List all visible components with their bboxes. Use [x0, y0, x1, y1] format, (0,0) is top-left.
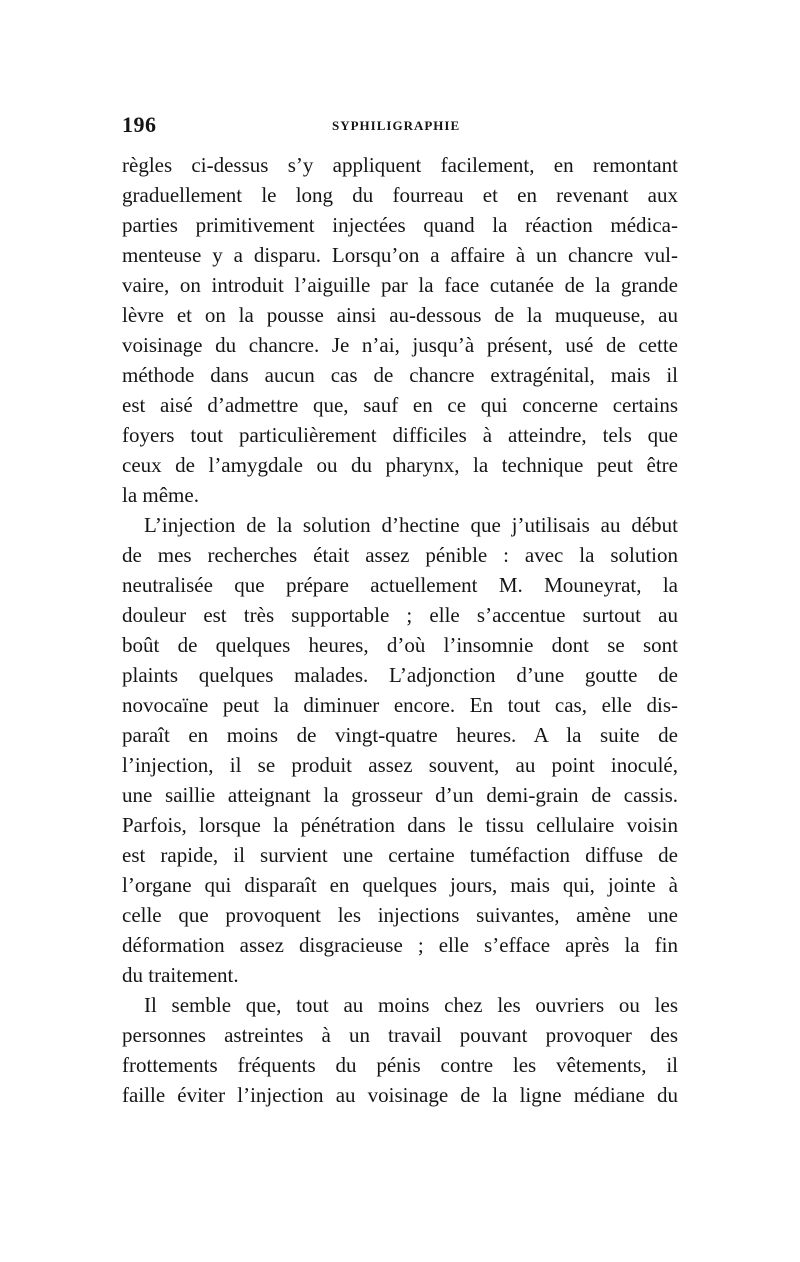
text-line: frottements fréquents du pénis contre les vêtements, il: [122, 1053, 678, 1077]
text-line: l’organe qui disparaît en quelques jours, mais qui, jointe à: [122, 873, 678, 897]
text-line: boût de quelques heures, d’où l’insomnie dont se sont: [122, 633, 678, 657]
running-head: [122, 112, 678, 142]
text-line: neutralisée que prépare actuellement M. Mouneyrat, la: [122, 573, 678, 597]
text-line: menteuse y a disparu. Lorsqu’on a affaire à un chancre vul-: [122, 243, 678, 267]
text-line: est rapide, il survient une certaine tuméfaction diffuse de: [122, 843, 678, 867]
text-line: graduellement le long du fourreau et en revenant aux: [122, 183, 678, 207]
text-line: paraît en moins de vingt-quatre heures. A la suite de: [122, 723, 678, 747]
text-line: est aisé d’admettre que, sauf en ce qui concerne certains: [122, 393, 678, 417]
text-line: celle que provoquent les injections suivantes, amène une: [122, 903, 678, 927]
text-line: plaints quelques malades. L’adjonction d’une goutte de: [122, 663, 678, 687]
text-line: du traitement.: [122, 963, 239, 987]
text-line: voisinage du chancre. Je n’ai, jusqu’à présent, usé de cette: [122, 333, 678, 357]
text-line: personnes astreintes à un travail pouvant provoquer des: [122, 1023, 678, 1047]
text-line: de mes recherches était assez pénible : avec la solution: [122, 543, 678, 567]
text-line: vaire, on introduit l’aiguille par la face cutanée de la grande: [122, 273, 678, 297]
running-title: SYPHILIGRAPHIE: [332, 118, 461, 133]
body-text: [122, 150, 678, 1110]
text-line: foyers tout particulièrement difficiles à atteindre, tels que: [122, 423, 678, 447]
text-line: la même.: [122, 483, 199, 507]
paragraph-start-line: L’injection de la solution d’hectine que j’utilisais au début: [144, 513, 678, 537]
text-line: novocaïne peut la diminuer encore. En tout cas, elle dis-: [122, 693, 678, 717]
text-line: faille éviter l’injection au voisinage de la ligne médiane du: [122, 1083, 678, 1107]
text-line: méthode dans aucun cas de chancre extragénital, mais il: [122, 363, 678, 387]
text-line: parties primitivement injectées quand la réaction médica-: [122, 213, 678, 237]
text-line: lèvre et on la pousse ainsi au-dessous de la muqueuse, au: [122, 303, 678, 327]
text-line: une saillie atteignant la grosseur d’un demi-grain de cassis.: [122, 783, 678, 807]
text-line: Parfois, lorsque la pénétration dans le tissu cellulaire voisin: [122, 813, 678, 837]
text-line: ceux de l’amygdale ou du pharynx, la technique peut être: [122, 453, 678, 477]
text-line: déformation assez disgracieuse ; elle s’efface après la fin: [122, 933, 678, 957]
paragraph-start-line: Il semble que, tout au moins chez les ouvriers ou les: [144, 993, 678, 1017]
text-line: douleur est très supportable ; elle s’accentue surtout au: [122, 603, 678, 627]
text-line: règles ci-dessus s’y appliquent facilement, en remontant: [122, 153, 678, 177]
page-number: 196: [122, 112, 157, 137]
text-line: l’injection, il se produit assez souvent, au point inoculé,: [122, 753, 678, 777]
